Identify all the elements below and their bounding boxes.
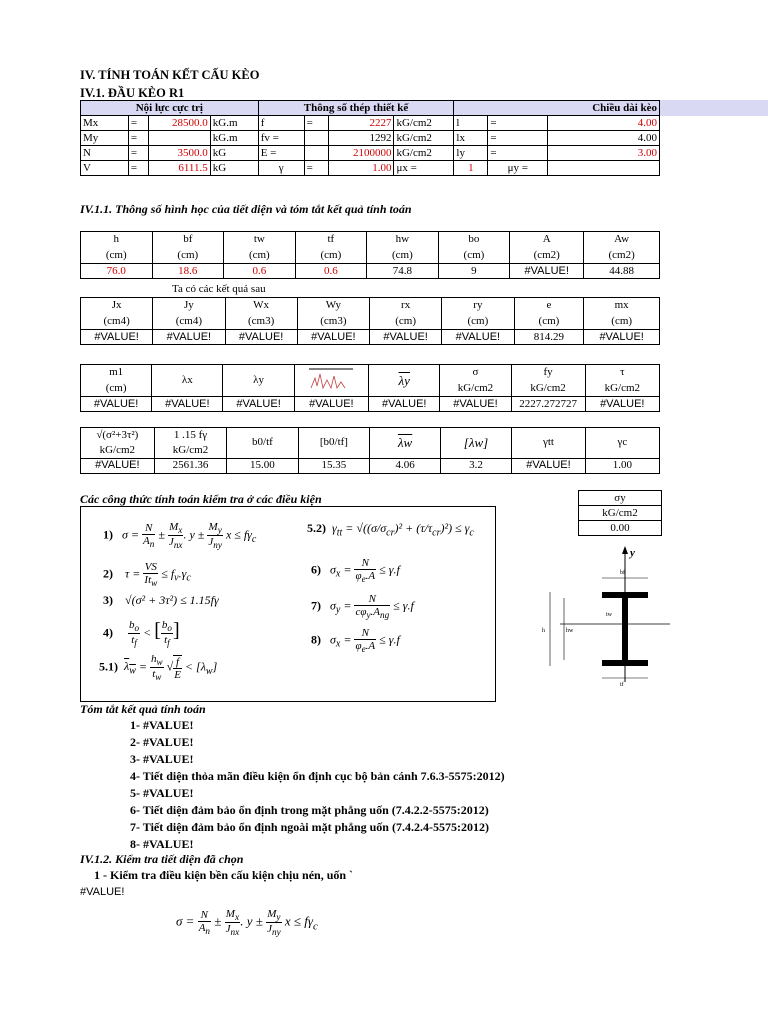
header-steel: Thông số thép thiết kế [258,101,454,116]
title-section: IV. TÍNH TOÁN KẾT CẤU KÈO [80,68,260,82]
formula-7: 7) $\sigma_y$ = $\frac{N}{c\varphi_y.A_{ng}}$ ≤ γ.f [311,593,414,621]
cell: 1.00 [585,458,659,473]
cell: kG/cm2 [394,116,454,131]
cell: 1 [454,161,488,176]
cell: bo [438,232,510,248]
list-item: 2- #VALUE! [130,735,194,749]
cell: Wy [297,298,369,314]
cell: 15.35 [298,458,370,473]
cell: kG [210,146,258,161]
lambda-bar-icon [301,366,361,392]
sigma-y-label: σy [579,491,662,506]
table-row [81,146,660,161]
header-forces: Nội lực cực trị [81,101,259,116]
cell: 2227 [328,116,394,131]
cell: tf [295,232,367,248]
cell: #VALUE! [294,397,368,412]
cell: #VALUE! [81,458,155,473]
table-row [81,116,660,131]
cell: mx [584,298,660,314]
cell: m1 [81,365,152,381]
lambda-y-bar: $\overline{\lambda y}$ [398,373,410,388]
check-value: #VALUE! [80,886,125,898]
formula-4: 4) $\frac{b_o}{t_f}$ < [ $\frac{b_o}{t_f}$ ] [103,619,180,649]
formula-5-1: 5.1) $\lambda_w$ = $\frac{h_w}{t_w}$ √ $\frac{f}{E}$ < $[\lambda_w]$ [99,653,218,683]
geometry-table [80,231,660,279]
cell: μy = [488,161,548,176]
cell: = [304,161,328,176]
cell: #VALUE! [510,264,584,279]
cell: λx [152,365,223,397]
formula-5-2: 5.2) $\gamma_{tt} = √((\sigma/\sigma_{cr})^2 + (\tau/\tau_{cr})^2) \le \gamma_c$ [307,521,474,539]
cell: (cm) [370,314,442,330]
cell: hw [367,232,439,248]
cell: #VALUE! [585,397,659,412]
check-title: IV.1.2. Kiểm tra tiết diện đã chọn [80,852,244,866]
cell: (cm) [438,248,510,264]
axis-y-label: y [630,547,635,559]
cell: bf [152,232,224,248]
cell: #VALUE! [297,330,369,345]
cell: (cm) [81,381,152,397]
cell: Wx [225,298,297,314]
cell: 9 [438,264,510,279]
cell: kG/cm2 [394,146,454,161]
cell: ly [454,146,488,161]
formula-6: 6) $\sigma_x$ = $\frac{N}{\varphi_e.A}$ ≤ γ.f [311,557,400,585]
cell: 44.88 [584,264,660,279]
cell [148,131,210,146]
cell: lx [454,131,488,146]
table-row [81,161,660,176]
design-params-table [80,100,660,176]
cell: V [81,161,129,176]
label-tf: tf [620,682,624,688]
cell-symbol [294,365,368,397]
cell: 76.0 [81,264,153,279]
cell: μx = [394,161,454,176]
cell: fv = [258,131,304,146]
cell: #VALUE! [223,397,294,412]
cell: = [128,161,148,176]
check-subtitle: 1 - Kiểm tra điều kiện bền cấu kiện chịu nén, uốn ` [94,868,354,882]
cell: 1.00 [328,161,394,176]
cell: [b0/tf] [298,428,370,459]
table-row [81,131,660,146]
section-title: IV.1.1. Thông số hình học của tiết diện và tóm tắt kết quả tính toán [80,202,412,216]
label-h: h [542,628,545,634]
cell [304,146,328,161]
web [622,598,628,660]
cell [370,428,441,459]
formula-check: σ = $\frac{N}{A_n}$ ± $\frac{M_x}{J_{nx}}$ . y ± $\frac{M_y}{J_{ny}}$ $x \le f\gamma_c$ [176,908,318,938]
cell: #VALUE! [584,330,660,345]
formula-label: 8) [311,632,321,647]
cell: 74.8 [367,264,439,279]
cell: kG/cm2 [81,444,155,459]
cell: N [81,146,129,161]
cell: b0/tf [227,428,298,459]
cell: A [510,232,584,248]
cell: #VALUE! [153,330,225,345]
cell: #VALUE! [370,330,442,345]
cell: (cm4) [153,314,225,330]
cell: (cm4) [81,314,153,330]
summary-title: Tóm tắt kết quả tính toán [80,702,206,716]
sigma-y-value: 0.00 [579,521,662,536]
cell: Mx [81,116,129,131]
cell: 2227.272727 [511,397,585,412]
cell: = [488,131,548,146]
cell: (cm3) [225,314,297,330]
header-fill [660,100,768,116]
formulas-title: Các công thức tính toán kiểm tra ở các điều kiện [80,492,322,506]
formula-label: 1) [103,527,113,542]
formula-3: 3) √(σ² + 3τ²) ≤ 1.15fγ [103,593,219,607]
cell: kG.m [210,116,258,131]
list-item: 5- #VALUE! [130,786,194,800]
cell: e [514,298,584,314]
cell: γtt [512,428,586,459]
cell: 15.00 [227,458,298,473]
cell: 814.29 [514,330,584,345]
cell: kG/cm2 [585,381,659,397]
cell: kG [210,161,258,176]
formula-label: 2) [103,566,113,581]
cell: (cm2) [510,248,584,264]
cell: kG.m [210,131,258,146]
cell: [λw] [440,428,511,459]
sigma-y-box [578,490,662,536]
cell: 1 .15 fγ [154,428,227,444]
formula-label: 5.1) [99,659,118,674]
cell [548,161,660,176]
list-item: 4- Tiết diện thỏa mãn điều kiện ổn định cục bộ bản cánh 7.6.3-5575:2012) [130,769,505,783]
cell: #VALUE! [225,330,297,345]
section-props-table [80,297,660,345]
cell: #VALUE! [512,458,586,473]
cell: √(σ²+3τ²) [81,428,155,444]
formula-label: 7) [311,598,321,613]
i-section-diagram [540,542,680,692]
cell: σ [440,365,511,381]
cell: #VALUE! [440,397,511,412]
cell: Jx [81,298,153,314]
cell: (cm) [367,248,439,264]
formula-label: 6) [311,562,321,577]
cell: 28500.0 [148,116,210,131]
cell: Jy [153,298,225,314]
cell: kG/cm2 [394,131,454,146]
cell: fy [511,365,585,381]
cell [304,131,328,146]
cell: = [128,146,148,161]
cell: 3.2 [440,458,511,473]
stability-table [80,364,660,412]
cell: tw [224,232,296,248]
cell: 4.00 [548,116,660,131]
cell: 3500.0 [148,146,210,161]
cell: rx [370,298,442,314]
cell: λy [223,365,294,397]
cell: Aw [584,232,660,248]
cell: 2100000 [328,146,394,161]
cell: 6111.5 [148,161,210,176]
cell: #VALUE! [442,330,514,345]
cell: 3.00 [548,146,660,161]
cell: #VALUE! [152,397,223,412]
bottom-flange [602,660,648,666]
formula-label: 4) [103,625,113,640]
label-tw: tw [606,612,612,618]
cell: 18.6 [152,264,224,279]
list-item: 7- Tiết diện đảm bảo ổn định ngoài mặt phẳng uốn (7.4.2.4-5575:2012) [130,820,489,834]
cell: h [81,232,153,248]
cell [369,365,440,397]
formula-label: 3) [103,593,113,607]
cell: (cm3) [297,314,369,330]
axis-arrow-icon [622,546,628,554]
list-item: 6- Tiết diện đảm bảo ổn định trong mặt phẳng uốn (7.4.2.2-5575:2012) [130,803,489,817]
cell: (cm) [152,248,224,264]
list-item: 8- #VALUE! [130,837,194,851]
top-flange [602,592,648,598]
formula-1: 1) σ = $\frac{N}{A_n}$ ± $\frac{M_x}{J_{nx}}$ . y ± $\frac{M_y}{J_{ny}}$ $x \le f\gamma_c$ [103,521,257,551]
label-bf: bf [620,570,625,576]
cell: 4.00 [548,131,660,146]
cell: γ [258,161,304,176]
cell: (cm) [514,314,584,330]
list-item: 1- #VALUE! [130,718,194,732]
cell: #VALUE! [81,330,153,345]
results-note: Ta có các kết quả sau [172,283,266,295]
cell: 2561.36 [154,458,227,473]
cell: (cm) [224,248,296,264]
cell: ry [442,298,514,314]
cell: 0.6 [295,264,367,279]
cell: γc [585,428,659,459]
formula-label: 5.2) [307,521,326,535]
cell: = [488,116,548,131]
cell: (cm2) [584,248,660,264]
cell: 0.6 [224,264,296,279]
cell: My [81,131,129,146]
cell: = [488,146,548,161]
label-hw: hw [566,628,574,634]
cell: kG/cm2 [511,381,585,397]
lambda-w-bar: $\overline{\lambda w}$ [397,435,413,451]
cell: (cm) [584,314,660,330]
cell: l [454,116,488,131]
cell: #VALUE! [81,397,152,412]
cell: E = [258,146,304,161]
formulas-box [80,506,496,702]
sigma-y-unit: kG/cm2 [579,506,662,521]
list-item: 3- #VALUE! [130,752,194,766]
check-table [80,427,660,474]
cell: 4.06 [370,458,441,473]
cell: τ [585,365,659,381]
header-length: Chiều dài kèo [454,101,660,116]
cell: (cm) [442,314,514,330]
cell: (cm) [81,248,153,264]
cell: = [304,116,328,131]
formula-8: 8) $\sigma_x$ = $\frac{N}{\varphi_e.A}$ ≤ γ.f [311,627,400,655]
cell: = [128,116,148,131]
formula-2: 2) τ = $\frac{VS}{It_w}$ ≤ $f_v.\gamma_c$ [103,561,191,589]
cell: f [258,116,304,131]
cell: #VALUE! [369,397,440,412]
cell: = [128,131,148,146]
title-subsection: IV.1. ĐẦU KÈO R1 [80,86,185,100]
cell: 1292 [328,131,394,146]
cell: kG/cm2 [440,381,511,397]
cell: kG/cm2 [154,444,227,459]
cell: (cm) [295,248,367,264]
